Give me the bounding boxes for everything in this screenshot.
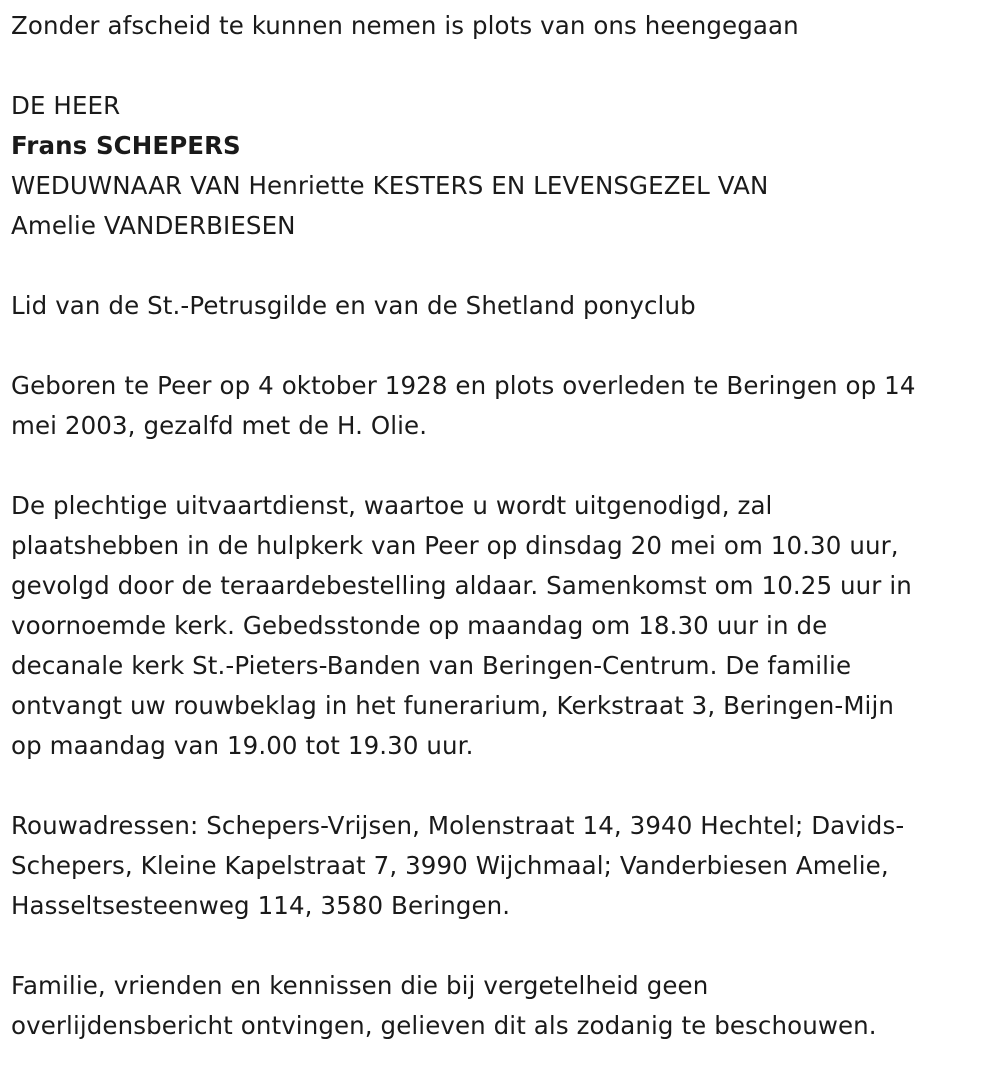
service-line: op maandag van 19.00 tot 19.30 uur. bbox=[11, 731, 474, 760]
paragraph-gap bbox=[11, 326, 988, 366]
paragraph-gap bbox=[11, 246, 988, 286]
birth-death-line: Geboren te Peer op 4 oktober 1928 en plots overleden te Beringen op 14 bbox=[11, 371, 916, 400]
service-line: plaatshebben in de hulpkerk van Peer op dinsdag 20 mei om 10.30 uur, bbox=[11, 531, 899, 560]
paragraph-gap bbox=[11, 46, 988, 86]
service-line: ontvangt uw rouwbeklag in het funerarium, Kerkstraat 3, Beringen-Mijn bbox=[11, 691, 895, 720]
service-line: voornoemde kerk. Gebedsstonde op maandag om 18.30 uur in de bbox=[11, 611, 828, 640]
service-line: gevolgd door de teraardebestelling aldaar. Samenkomst om 10.25 uur in bbox=[11, 571, 912, 600]
service-line: De plechtige uitvaartdienst, waartoe u wordt uitgenodigd, zal bbox=[11, 491, 773, 520]
honorific: DE HEER bbox=[11, 91, 121, 120]
paragraph-gap bbox=[11, 766, 988, 806]
addresses-line: Rouwadressen: Schepers-Vrijsen, Molenstraat 14, 3940 Hechtel; Davids- bbox=[11, 811, 905, 840]
paragraph-gap bbox=[11, 446, 988, 486]
relations-line: Amelie VANDERBIESEN bbox=[11, 211, 296, 240]
membership-line: Lid van de St.-Petrusgilde en van de Shetland ponyclub bbox=[11, 291, 696, 320]
service-line: decanale kerk St.-Pieters-Banden van Beringen-Centrum. De familie bbox=[11, 651, 852, 680]
intro-line: Zonder afscheid te kunnen nemen is plots van ons heengegaan bbox=[11, 11, 799, 40]
relations-line: WEDUWNAAR VAN Henriette KESTERS EN LEVENSGEZEL VAN bbox=[11, 171, 769, 200]
paragraph-gap bbox=[11, 926, 988, 966]
closing-line: Familie, vrienden en kennissen die bij vergetelheid geen bbox=[11, 971, 709, 1000]
addresses-line: Schepers, Kleine Kapelstraat 7, 3990 Wijchmaal; Vanderbiesen Amelie, bbox=[11, 851, 889, 880]
birth-death-line: mei 2003, gezalfd met de H. Olie. bbox=[11, 411, 428, 440]
addresses-line: Hasseltsesteenweg 114, 3580 Beringen. bbox=[11, 891, 511, 920]
deceased-name: Frans SCHEPERS bbox=[11, 131, 241, 160]
closing-line: overlijdensbericht ontvingen, gelieven dit als zodanig te beschouwen. bbox=[11, 1011, 877, 1040]
